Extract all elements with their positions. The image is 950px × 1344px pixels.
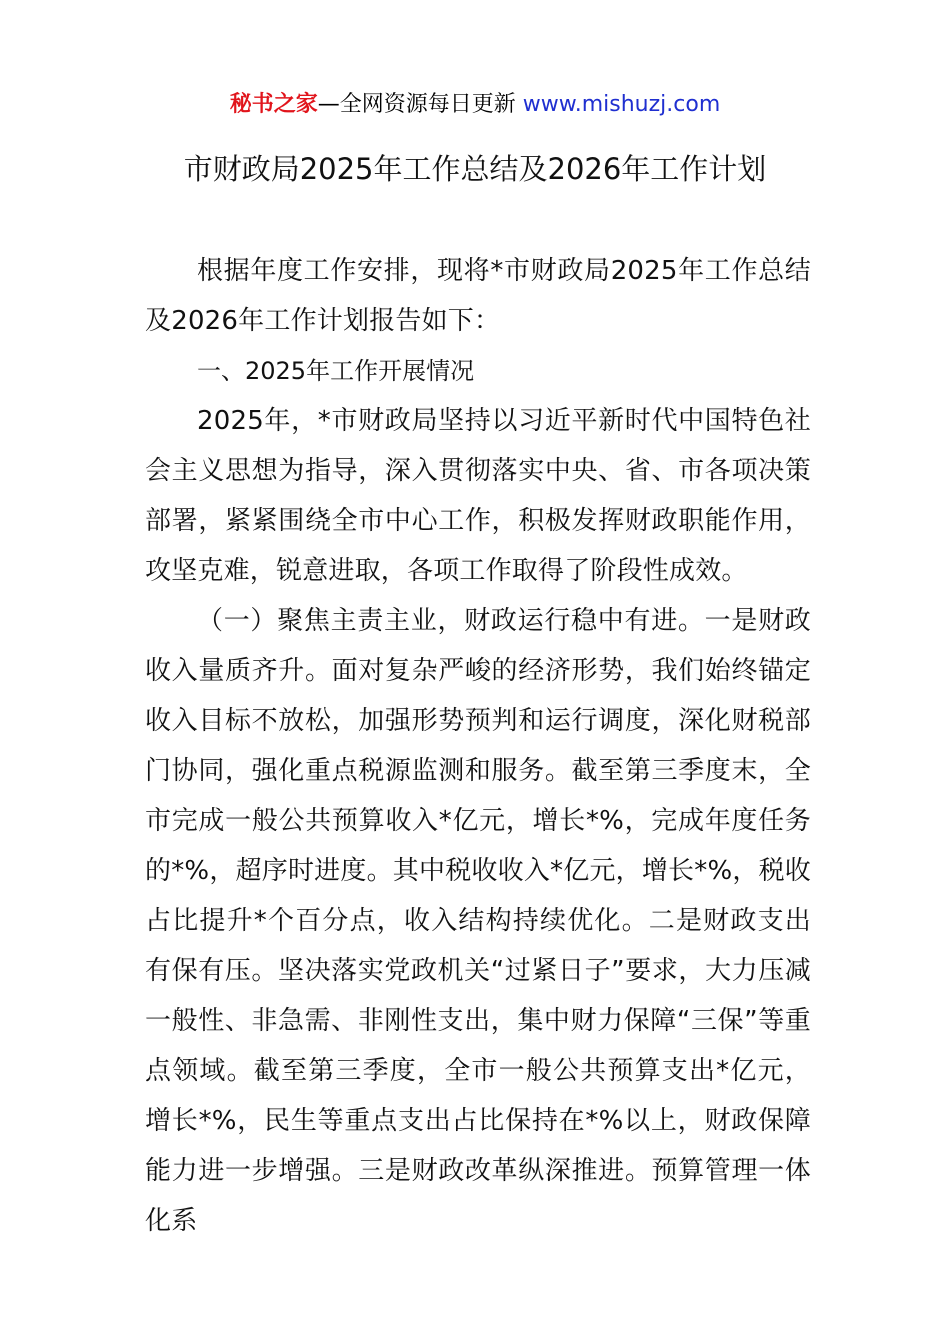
body-paragraph: （一）聚焦主责主业，财政运行稳中有进。一是财政收入量质齐升。面对复杂严峻的经济形势，我们始终锚定收入目标不放松，加强形势预判和运行调度，深化财税部门协同，强化重点税源监测和服务。截至第三季度末，全市完成一般公共预算收入*亿元，增长*%，完成年度任务的*%，超序时进度。其中税收收入*亿元，增长*%，税收占比提升*个百分点，收入结构持续优化。二是财政支出有保有压。坚决落实党政机关“过紧日子”要求，大力压减一般性、非急需、非刚性支出，集中财力保障“三保”等重点领域。截至第三季度，全市一般公共预算支出*亿元，增长*%，民生等重点支出占比保持在*%以上，财政保障能力进一步增强。三是财政改革纵深推进。预算管理一体化系 <box>145 606 811 1236</box>
document-body <box>145 246 811 1246</box>
section-heading: 一、2025年工作开展情况 <box>197 357 475 385</box>
site-url-link[interactable]: www.mishuzj.com <box>522 92 721 117</box>
brand-name: 秘书之家 <box>229 92 318 117</box>
body-paragraph: 2025年，*市财政局坚持以习近平新时代中国特色社会主义思想为指导，深入贯彻落实中央、省、市各项决策部署，紧紧围绕全市中心工作，积极发挥财政职能作用，攻坚克难，锐意进取，各项工作取得了阶段性成效。 <box>145 406 811 586</box>
intro-paragraph: 根据年度工作安排，现将*市财政局2025年工作总结及2026年工作计划报告如下： <box>145 256 811 336</box>
header-slogan: —全网资源每日更新 <box>317 92 516 117</box>
site-header <box>0 88 950 122</box>
document-title: 市财政局2025年工作总结及2026年工作计划 <box>183 152 767 186</box>
